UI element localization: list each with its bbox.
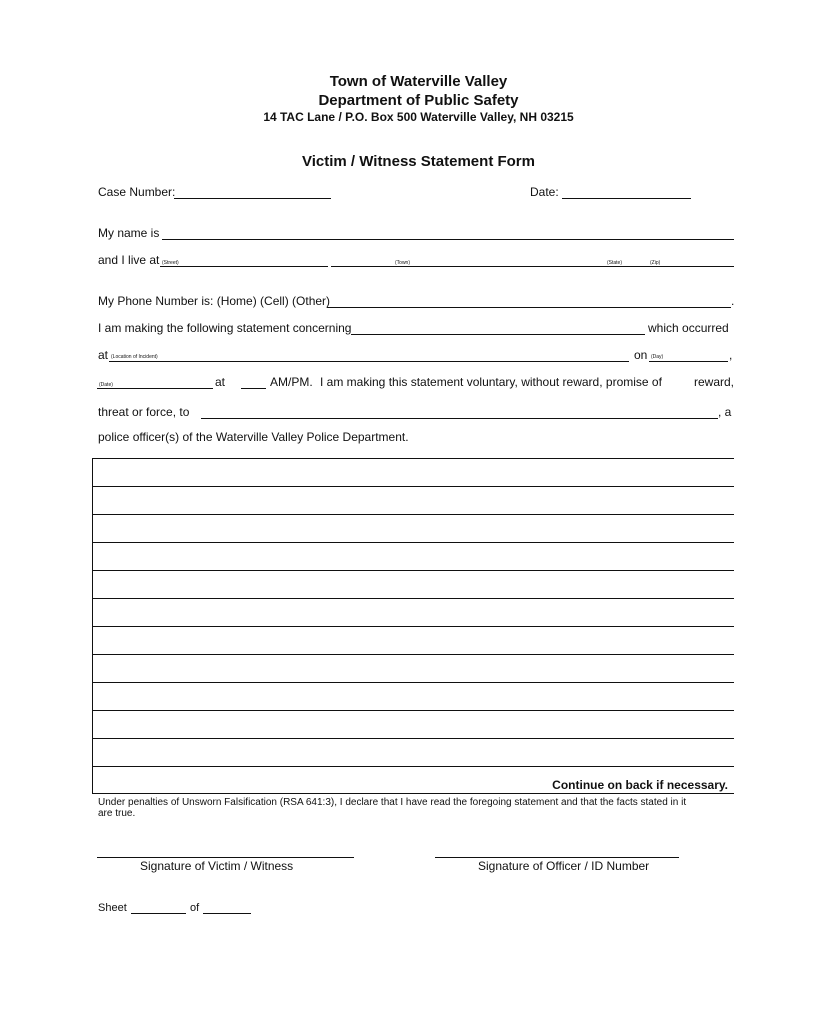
department-name: Department of Public Safety bbox=[318, 92, 519, 109]
sheet-number-field[interactable] bbox=[131, 913, 186, 914]
form-title: Victim / Witness Statement Form bbox=[302, 153, 535, 170]
threat-label: threat or force, to bbox=[98, 405, 190, 419]
phone-label: My Phone Number is: (Home) (Cell) (Other) bbox=[98, 294, 331, 308]
statement-line bbox=[93, 570, 734, 571]
date-hint: (Date) bbox=[99, 382, 113, 388]
continue-note: Continue on back if necessary. bbox=[552, 778, 728, 792]
address-label: and I live at bbox=[98, 253, 160, 267]
town-name: Town of Waterville Valley bbox=[329, 73, 508, 90]
phone-period: . bbox=[731, 294, 735, 308]
case-number-label: Case Number: bbox=[98, 185, 176, 199]
statement-line bbox=[93, 626, 734, 627]
date-field[interactable] bbox=[562, 198, 691, 199]
phone-field[interactable] bbox=[327, 307, 731, 308]
case-number-field[interactable] bbox=[174, 198, 331, 199]
sheet-total-field[interactable] bbox=[203, 913, 251, 914]
statement-line bbox=[93, 486, 734, 487]
police-text: police officer(s) of the Waterville Valley Police Department. bbox=[98, 430, 409, 444]
statement-line bbox=[93, 514, 734, 515]
name-field[interactable] bbox=[162, 239, 734, 240]
statement-line bbox=[93, 738, 734, 739]
officer-signature-label: Signature of Officer / ID Number bbox=[478, 859, 650, 873]
department-address: 14 TAC Lane / P.O. Box 500 Waterville Valley, NH 03215 bbox=[263, 110, 574, 124]
day-hint: (Day) bbox=[651, 354, 664, 360]
street-field[interactable] bbox=[160, 266, 328, 267]
statement-line bbox=[93, 766, 734, 767]
victim-signature-field[interactable] bbox=[97, 857, 354, 858]
day-comma: , bbox=[729, 348, 733, 362]
voluntary-text: I am making this statement voluntary, without reward, promise of bbox=[320, 375, 662, 389]
sheet-label: Sheet bbox=[98, 902, 127, 914]
officer-field[interactable] bbox=[201, 418, 718, 419]
on-label: on bbox=[634, 348, 648, 362]
statement-box[interactable] bbox=[92, 458, 734, 794]
occurred-label: which occurred bbox=[648, 321, 729, 335]
location-hint: (Location of Incident) bbox=[111, 354, 158, 360]
time-field[interactable] bbox=[241, 388, 266, 389]
street-hint: (Street) bbox=[162, 260, 179, 266]
at-label: at bbox=[98, 348, 109, 362]
day-field[interactable] bbox=[649, 361, 728, 362]
statement-line bbox=[93, 598, 734, 599]
statement-line bbox=[93, 682, 734, 683]
threat-end: , a bbox=[718, 405, 732, 419]
statement-line bbox=[93, 654, 734, 655]
sheet-of-label: of bbox=[190, 902, 200, 914]
declaration-line-1: Under penalties of Unsworn Falsification (RSA 641:3), I declare that I have read the foregoing statement and that the facts stated in it bbox=[98, 797, 687, 808]
zip-hint: (Zip) bbox=[650, 260, 661, 266]
statement-line bbox=[93, 710, 734, 711]
officer-signature-field[interactable] bbox=[435, 857, 679, 858]
victim-signature-label: Signature of Victim / Witness bbox=[140, 859, 294, 873]
town-state-zip-field[interactable] bbox=[331, 266, 734, 267]
statement-line bbox=[93, 542, 734, 543]
incident-date-field[interactable] bbox=[97, 388, 213, 389]
town-hint: (Town) bbox=[395, 260, 411, 266]
state-hint: (State) bbox=[607, 260, 623, 266]
date-label: Date: bbox=[530, 185, 559, 199]
declaration-line-2: are true. bbox=[98, 808, 136, 819]
at-time-label: at bbox=[215, 375, 226, 389]
concerning-field[interactable] bbox=[351, 334, 645, 335]
statement-line bbox=[93, 458, 734, 459]
ampm-label: AM/PM. bbox=[270, 375, 313, 389]
name-label: My name is bbox=[98, 226, 160, 240]
reward-label: reward, bbox=[694, 375, 735, 389]
concerning-label: I am making the following statement concerning bbox=[98, 321, 352, 335]
location-field[interactable] bbox=[109, 361, 629, 362]
